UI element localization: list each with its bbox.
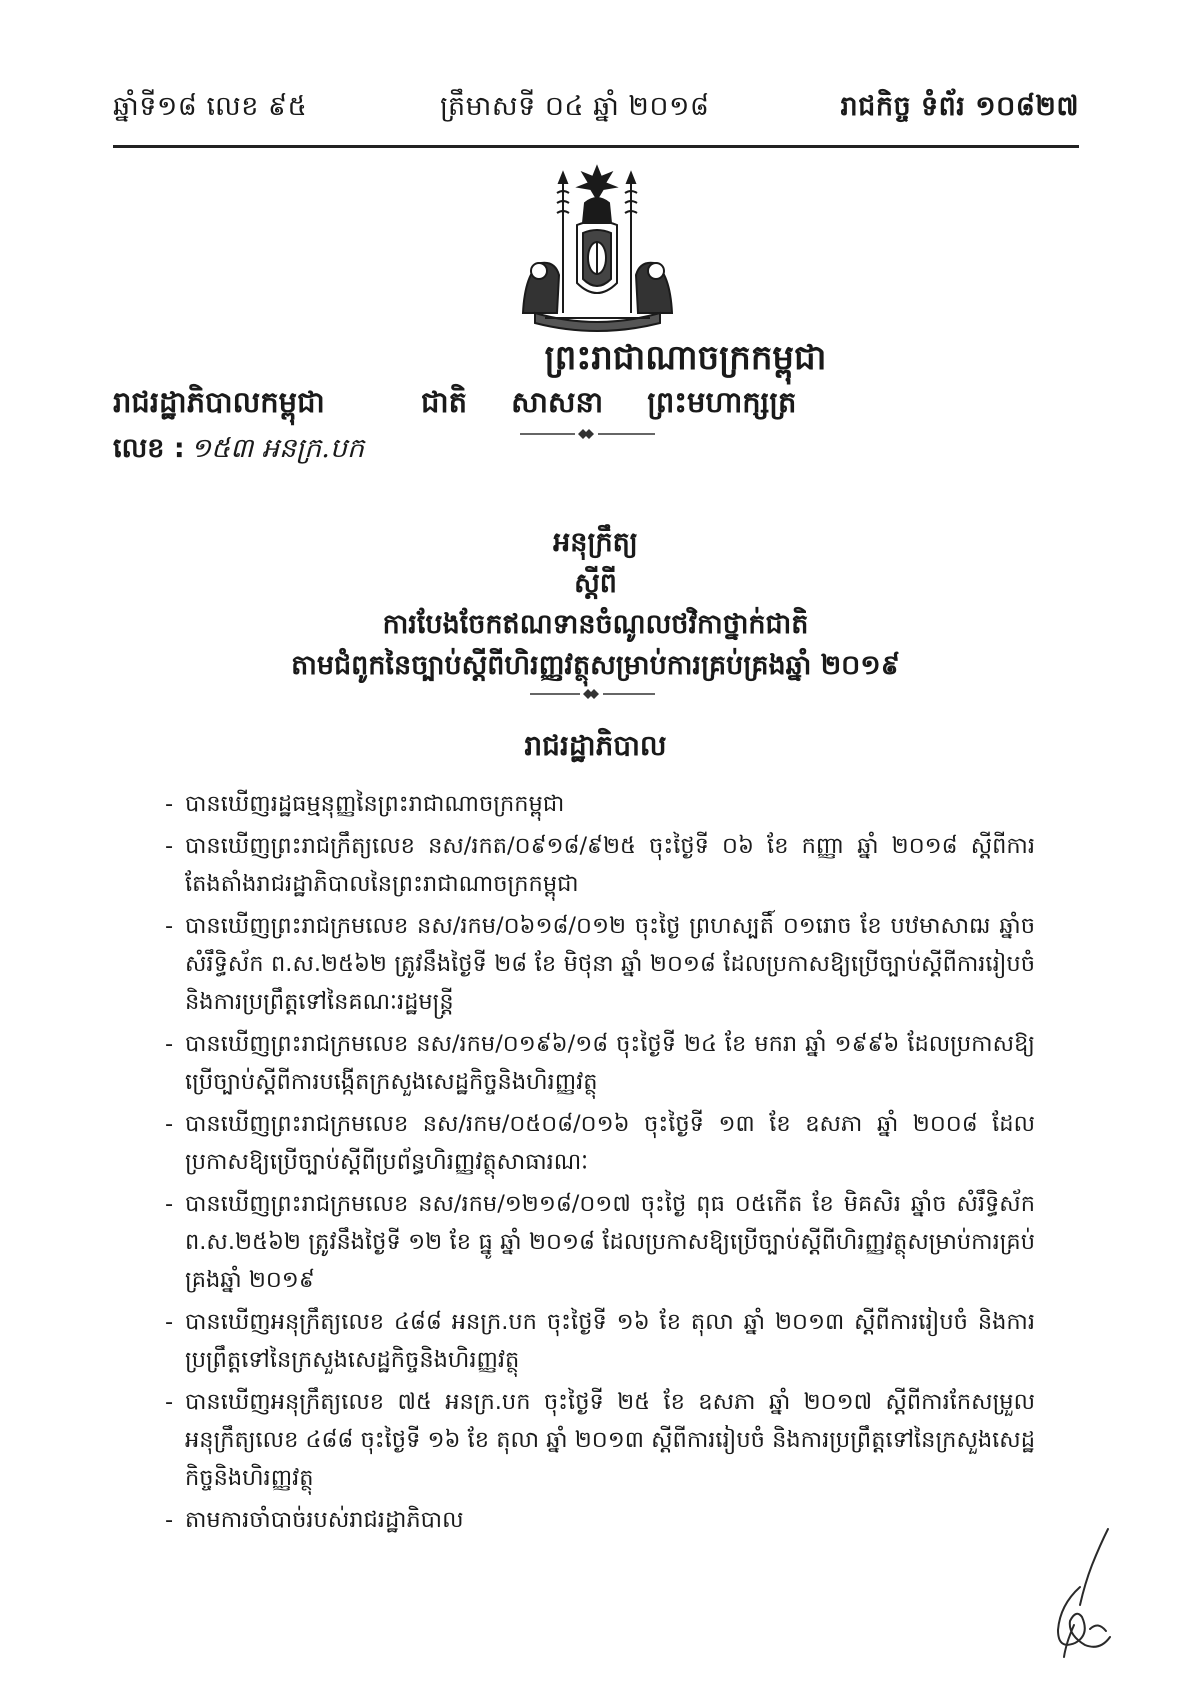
- preamble-item: - បានឃើញព្រះរាជក្រមលេខ នស/រកម/០៦១៨/០១២ ចុះថ្ងៃ ព្រហស្បតិ៍ ០១រោច ខែ បឋមាសាឍ ឆ្នាំច សំរឹទ្ធិស័ក ព.ស.២៥៦២ ត្រូវនឹងថ្ងៃទី ២៨ ខែ មិថុនា ឆ្នាំ ២០១៨ ដែលប្រកាសឱ្យប្រើច្បាប់ស្តីពីការរៀបចំ និងការប្រព្រឹត្តទៅនៃគណៈរដ្ឋមន្ត្រី: [165, 907, 1035, 1021]
- document-title: [0, 522, 1191, 686]
- reference-number-value: ១៥៣ អនក្រ.បក: [190, 433, 365, 464]
- preamble-list: [165, 785, 1035, 1543]
- signature-initial: [1030, 1525, 1115, 1660]
- royal-coat-of-arms-icon: [515, 163, 680, 333]
- preamble-item: - តាមការចាំបាច់របស់រាជរដ្ឋាភិបាល: [165, 1501, 1035, 1539]
- preamble-item: - បានឃើញព្រះរាជក្រមលេខ នស/រកម/០៥០៨/០១៦ ចុះថ្ងៃទី ១៣ ខែ ឧសភា ឆ្នាំ ២០០៨ ដែលប្រកាសឱ្យប្រើច្បាប់ស្តីពីប្រព័ន្ធហិរញ្ញវត្ថុសាធារណៈ: [165, 1105, 1035, 1181]
- ornamental-divider-icon: [530, 688, 655, 700]
- title-subject: ការបែងចែកឥណទានចំណូលថវិកាថ្នាក់ជាតិ: [382, 609, 809, 640]
- preamble-item: - បានឃើញអនុក្រឹត្យលេខ ៤៨៨ អនក្រ.បក ចុះថ្ងៃទី ១៦ ខែ តុលា ឆ្នាំ ២០១៣ ស្តីពីការរៀបចំ និងការប្រព្រឹត្តទៅនៃក្រសួងសេដ្ឋកិច្ចនិងហិរញ្ញវត្ថុ: [165, 1303, 1035, 1379]
- ornamental-divider-icon: [520, 428, 655, 440]
- preamble-item: - បានឃើញព្រះរាជក្រឹត្យលេខ នស/រកត/០៩១៨/៩២៥ ចុះថ្ងៃទី ០៦ ខែ កញ្ញា ឆ្នាំ ២០១៨ ស្តីពីការតែងតាំងរាជរដ្ឋាភិបាលនៃព្រះរាជាណាចក្រកម្ពុជា: [165, 827, 1035, 903]
- government-name: រាជរដ្ឋាភិបាលកម្ពុជា: [113, 385, 325, 419]
- reference-number-label: លេខ :: [113, 433, 185, 464]
- header-divider: [113, 145, 1079, 148]
- title-subject-continued: តាមជំពូកនៃច្បាប់ស្តីពីហិរញ្ញវត្ថុសម្រាប់ការគ្រប់គ្រងឆ្នាំ ២០១៩: [291, 650, 900, 681]
- preamble-item: - បានឃើញរដ្ឋធម្មនុញ្ញនៃព្រះរាជាណាចក្រកម្ពុជា: [165, 785, 1035, 823]
- gazette-date: ត្រឹមាសទី ០៤ ឆ្នាំ ២០១៨: [440, 91, 710, 122]
- preamble-item: - បានឃើញព្រះរាជក្រមលេខ នស/រកម/១២១៨/០១៧ ចុះថ្ងៃ ពុធ ០៥កើត ខែ មិគសិរ ឆ្នាំច សំរឹទ្ធិស័ក ព.ស.២៥៦២ ត្រូវនឹងថ្ងៃទី ១២ ខែ ធ្នូ ឆ្នាំ ២០១៨ ដែលប្រកាសឱ្យប្រើច្បាប់ស្តីពីហិរញ្ញវត្ថុសម្រាប់ការគ្រប់គ្រងឆ្នាំ ២០១៩: [165, 1185, 1035, 1299]
- gazette-page-number: រាជកិច្ច ទំព័រ ១០៨២៧: [840, 91, 1079, 122]
- body-heading: រាជរដ្ឋាភិបាល: [524, 729, 667, 762]
- preamble-item: - បានឃើញព្រះរាជក្រមលេខ នស/រកម/០១៩៦/១៨ ចុះថ្ងៃទី ២៤ ខែ មករា ឆ្នាំ ១៩៩៦ ដែលប្រកាសឱ្យប្រើច្បាប់ស្តីពីការបង្កើតក្រសួងសេដ្ឋកិច្ចនិងហិរញ្ញវត្ថុ: [165, 1025, 1035, 1101]
- gazette-issue: ឆ្នាំទី១៨ លេខ ៩៥: [113, 91, 308, 122]
- title-type: អនុក្រឹត្យ: [553, 527, 638, 558]
- preamble-item: - បានឃើញអនុក្រឹត្យលេខ ៧៥ អនក្រ.បក ចុះថ្ងៃទី ២៥ ខែ ឧសភា ឆ្នាំ ២០១៧ ស្តីពីការកែសម្រួលអនុក្រឹត្យលេខ ៤៨៨ ចុះថ្ងៃទី ១៦ ខែ តុលា ឆ្នាំ ២០១៣ ស្តីពីការរៀបចំ និងការប្រព្រឹត្តទៅនៃក្រសួងសេដ្ឋកិច្ចនិងហិរញ្ញវត្ថុ: [165, 1383, 1035, 1497]
- title-on: ស្តីពី: [574, 568, 617, 599]
- kingdom-title: ព្រះរាជាណាចក្រកម្ពុជា: [544, 338, 827, 378]
- reference-number: [113, 432, 364, 471]
- national-motto: ជាតិ សាសនា ព្រះមហាក្សត្រ: [421, 385, 797, 419]
